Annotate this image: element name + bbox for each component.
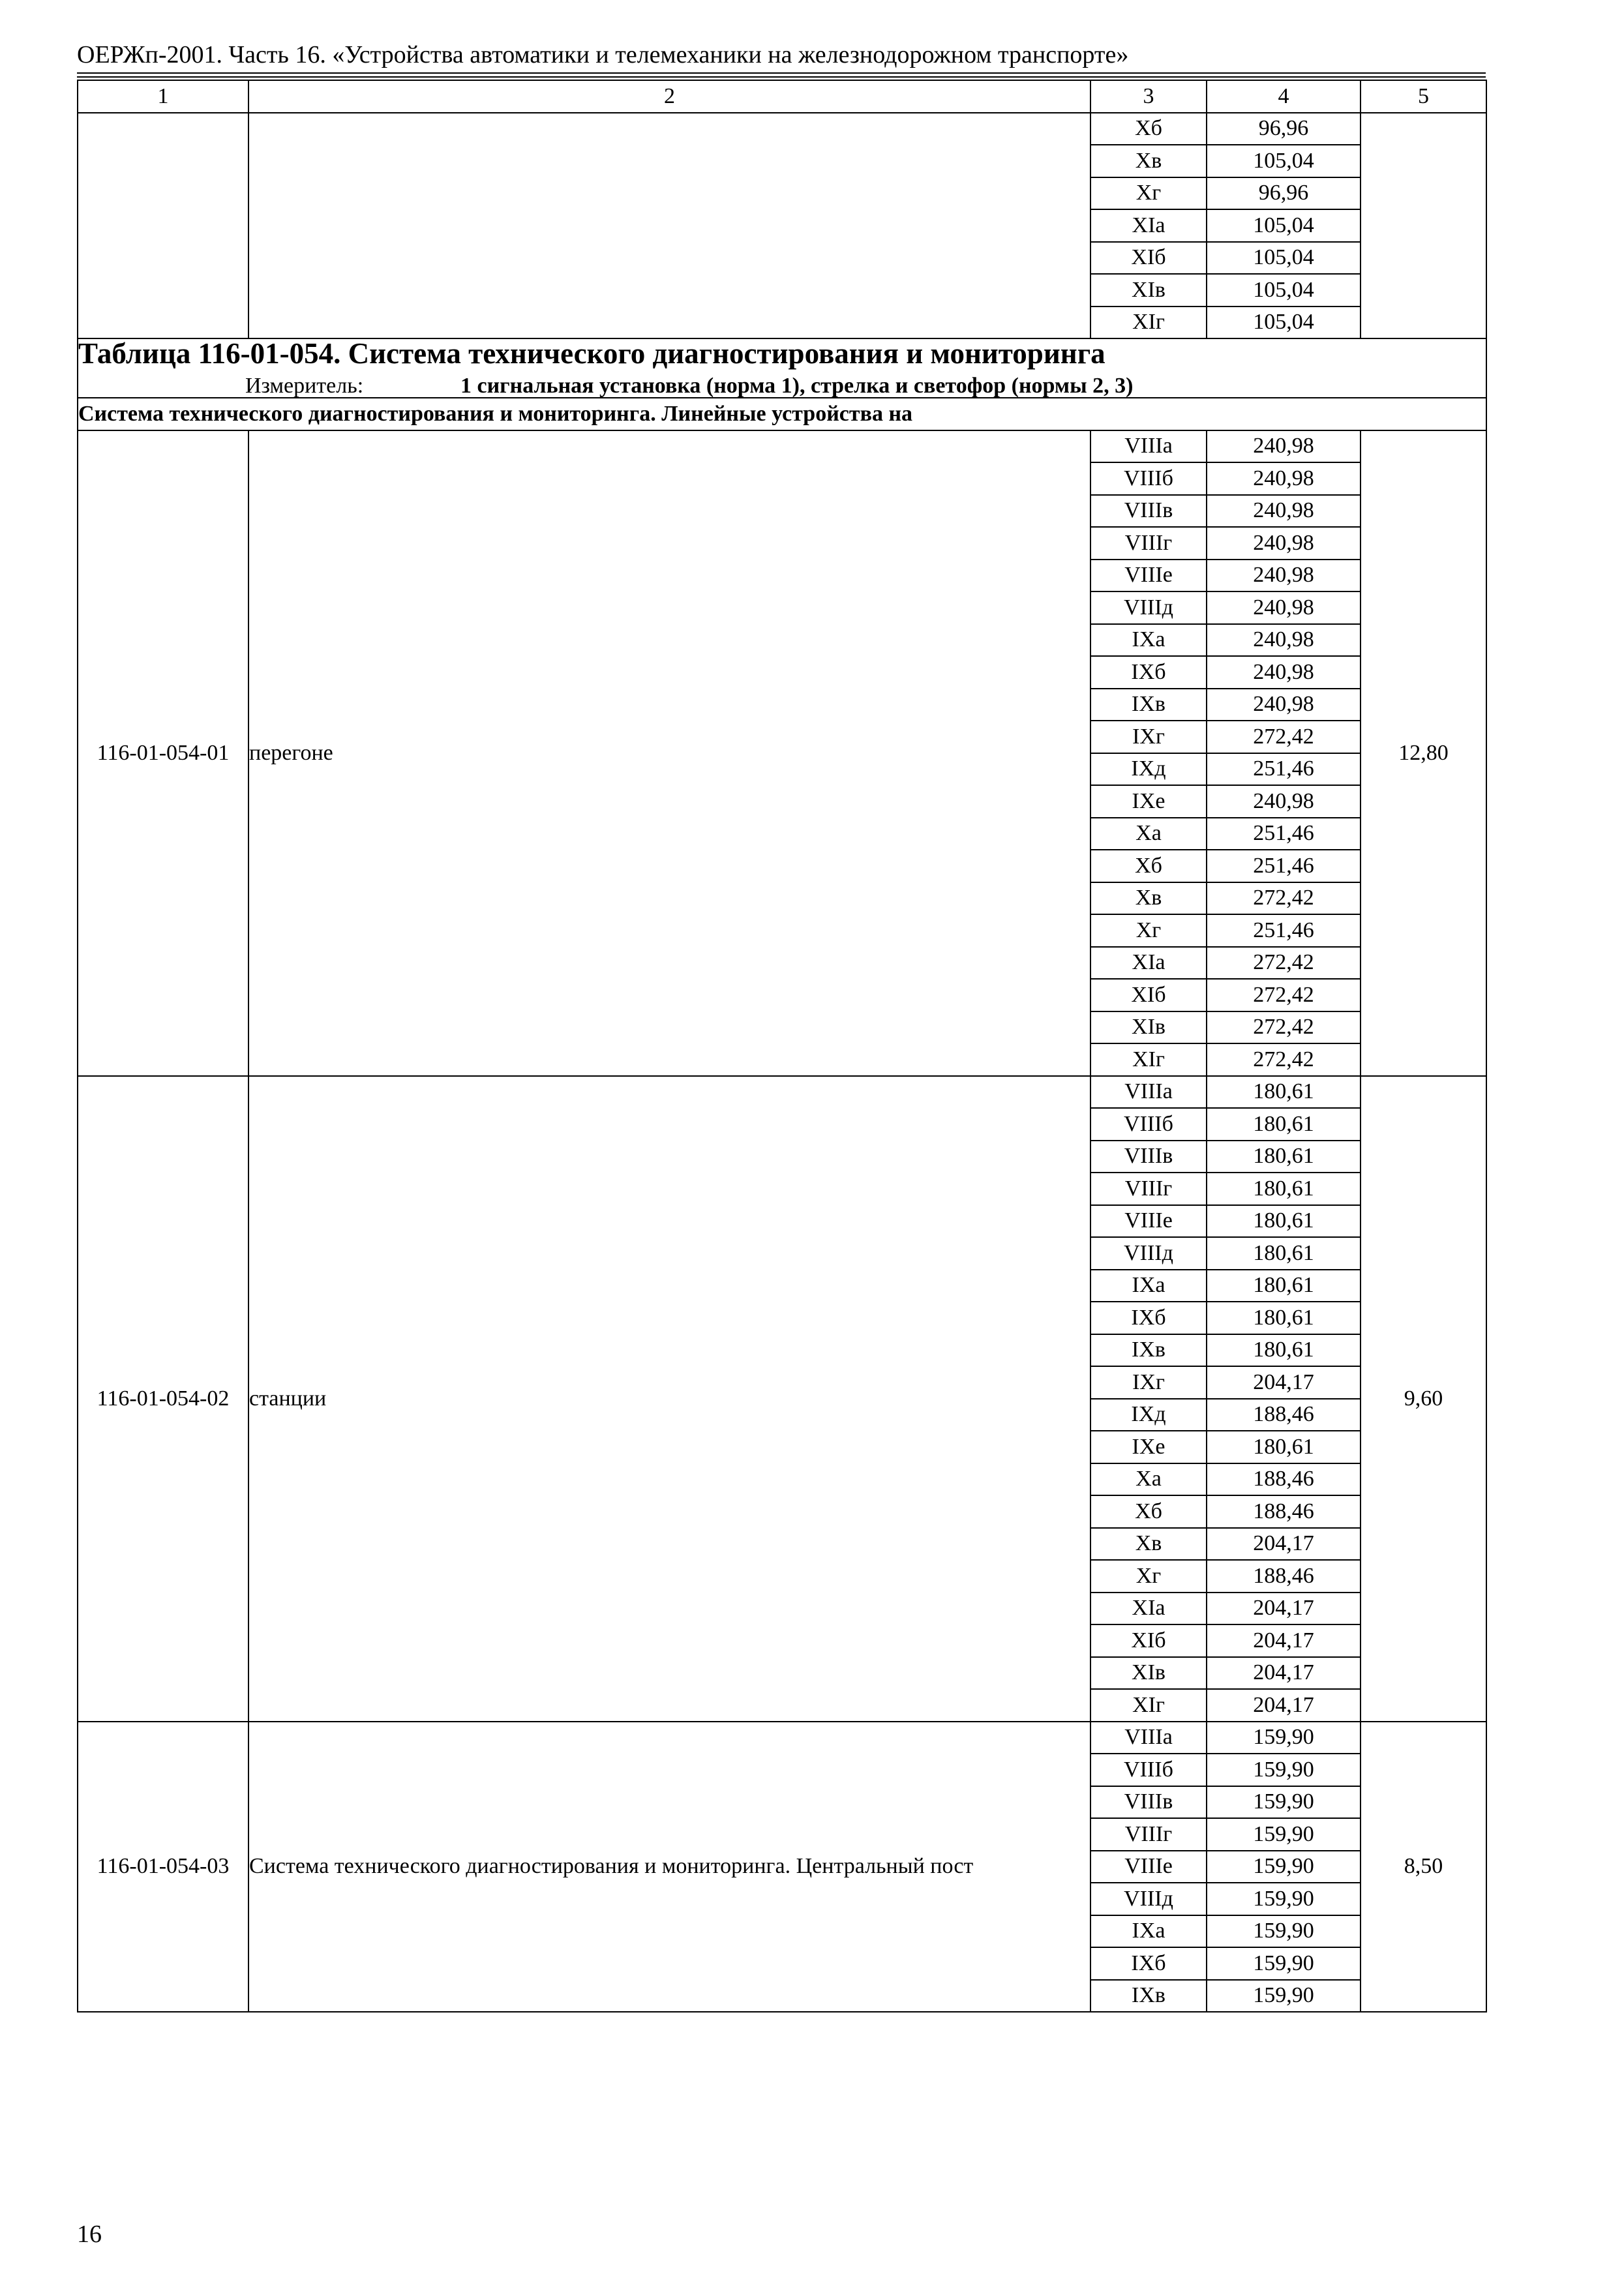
measure-value: 1 сигнальная установка (норма 1), стрелка и светофор (нормы 2, 3): [460, 374, 1134, 398]
zone-cell: IXв: [1090, 689, 1207, 721]
column-header: 4: [1207, 80, 1361, 113]
zone-cell: IXд: [1090, 753, 1207, 786]
value-cell: 204,17: [1207, 1366, 1361, 1399]
value-cell: 272,42: [1207, 882, 1361, 915]
value-cell: 240,98: [1207, 624, 1361, 657]
value-cell: 180,61: [1207, 1431, 1361, 1463]
zone-cell: Xв: [1090, 145, 1207, 177]
zone-cell: VIIIв: [1090, 1141, 1207, 1173]
zone-cell: IXв: [1090, 1334, 1207, 1367]
item-name: перегоне: [248, 430, 1090, 1076]
col5-cell: [1361, 113, 1486, 339]
value-cell: 240,98: [1207, 527, 1361, 560]
value-cell: 159,90: [1207, 1851, 1361, 1883]
zone-cell: IXб: [1090, 1947, 1207, 1980]
zone-cell: VIIIа: [1090, 1722, 1207, 1754]
value-cell: 159,90: [1207, 1754, 1361, 1786]
zone-cell: VIIIд: [1090, 1237, 1207, 1270]
value-cell: 96,96: [1207, 113, 1361, 145]
measure-line: [78, 375, 1486, 397]
value-cell: 180,61: [1207, 1141, 1361, 1173]
column-header: 1: [78, 80, 248, 113]
value-cell: 159,90: [1207, 1786, 1361, 1819]
value-cell: 180,61: [1207, 1173, 1361, 1205]
value-cell: 272,42: [1207, 979, 1361, 1011]
item-name: Система технического диагностирования и мониторинга. Центральный пост: [248, 1722, 1090, 2012]
column-header-row: [78, 80, 1486, 113]
value-cell: 204,17: [1207, 1528, 1361, 1561]
zone-cell: XIв: [1090, 274, 1207, 307]
description-cell: [248, 113, 1090, 339]
value-cell: 159,90: [1207, 1980, 1361, 2012]
value-cell: 240,98: [1207, 462, 1361, 495]
value-cell: 240,98: [1207, 689, 1361, 721]
value-cell: 188,46: [1207, 1560, 1361, 1593]
value-cell: 272,42: [1207, 947, 1361, 980]
value-cell: 180,61: [1207, 1334, 1361, 1367]
value-cell: 180,61: [1207, 1076, 1361, 1109]
zone-cell: IXг: [1090, 1366, 1207, 1399]
value-cell: 188,46: [1207, 1399, 1361, 1431]
value-cell: 159,90: [1207, 1915, 1361, 1948]
zone-cell: VIIIв: [1090, 1786, 1207, 1819]
value-cell: 204,17: [1207, 1593, 1361, 1625]
value-cell: 159,90: [1207, 1818, 1361, 1851]
value-cell: 240,98: [1207, 430, 1361, 463]
header-rule: [77, 72, 1486, 74]
zone-cell: Xв: [1090, 882, 1207, 915]
value-cell: 188,46: [1207, 1495, 1361, 1528]
zone-cell: XIб: [1090, 1624, 1207, 1657]
zone-cell: VIIIд: [1090, 1883, 1207, 1915]
table-title: Таблица 116-01-054. Система технического диагностирования и мониторинга: [78, 337, 1105, 370]
value-cell: 105,04: [1207, 145, 1361, 177]
value-cell: 240,98: [1207, 785, 1361, 818]
zone-cell: IXб: [1090, 1302, 1207, 1334]
zone-cell: IXв: [1090, 1980, 1207, 2012]
item-name: станции: [248, 1076, 1090, 1722]
col5-cell: 12,80: [1361, 430, 1486, 1076]
zone-cell: Xг: [1090, 1560, 1207, 1593]
value-cell: 240,98: [1207, 495, 1361, 528]
zone-cell: IXг: [1090, 721, 1207, 753]
value-cell: 251,46: [1207, 753, 1361, 786]
zone-cell: IXе: [1090, 1431, 1207, 1463]
zone-cell: Xб: [1090, 850, 1207, 882]
zone-cell: IXа: [1090, 1915, 1207, 1948]
value-cell: 180,61: [1207, 1302, 1361, 1334]
zone-cell: XIа: [1090, 209, 1207, 242]
column-header: 2: [248, 80, 1090, 113]
zone-cell: Xа: [1090, 1463, 1207, 1496]
value-cell: 180,61: [1207, 1270, 1361, 1302]
item-code: 116-01-054-03: [78, 1722, 248, 2012]
zone-cell: VIIIб: [1090, 1754, 1207, 1786]
zone-cell: VIIIд: [1090, 591, 1207, 624]
table-title-row: [78, 338, 1486, 398]
zone-cell: XIб: [1090, 979, 1207, 1011]
zone-cell: VIIIе: [1090, 1205, 1207, 1238]
zone-cell: Xг: [1090, 177, 1207, 210]
zone-cell: Xв: [1090, 1528, 1207, 1561]
col5-cell: 8,50: [1361, 1722, 1486, 2012]
value-cell: 240,98: [1207, 560, 1361, 592]
value-cell: 105,04: [1207, 274, 1361, 307]
value-cell: 272,42: [1207, 721, 1361, 753]
column-header: 3: [1090, 80, 1207, 113]
zone-cell: Xб: [1090, 1495, 1207, 1528]
subsection-title: Система технического диагностирования и мониторинга. Линейные устройства на: [78, 398, 1486, 430]
value-cell: 96,96: [1207, 177, 1361, 210]
zone-cell: VIIIг: [1090, 1173, 1207, 1205]
value-cell: 240,98: [1207, 656, 1361, 689]
table-row: [78, 1076, 1486, 1109]
value-cell: 251,46: [1207, 914, 1361, 947]
value-cell: 180,61: [1207, 1205, 1361, 1238]
measure-label: Измеритель:: [245, 374, 364, 398]
zone-cell: VIIIа: [1090, 1076, 1207, 1109]
zone-cell: VIIIб: [1090, 1108, 1207, 1141]
value-cell: 159,90: [1207, 1947, 1361, 1980]
rates-table-body: [78, 80, 1486, 2012]
zone-cell: Xб: [1090, 113, 1207, 145]
zone-cell: XIг: [1090, 1043, 1207, 1076]
zone-cell: VIIIе: [1090, 560, 1207, 592]
value-cell: 180,61: [1207, 1237, 1361, 1270]
value-cell: 159,90: [1207, 1722, 1361, 1754]
running-header: ОЕРЖп-2001. Часть 16. «Устройства автоматики и телемеханики на железнодорожном транспорте»: [77, 41, 1129, 68]
value-cell: 105,04: [1207, 209, 1361, 242]
table-row: [78, 113, 1486, 145]
col5-cell: 9,60: [1361, 1076, 1486, 1722]
zone-cell: XIа: [1090, 1593, 1207, 1625]
zone-cell: XIв: [1090, 1657, 1207, 1690]
zone-cell: IXд: [1090, 1399, 1207, 1431]
zone-cell: Xа: [1090, 818, 1207, 850]
page-number: 16: [77, 2221, 102, 2248]
zone-cell: VIIIг: [1090, 1818, 1207, 1851]
header-rule: [77, 76, 1486, 78]
value-cell: 204,17: [1207, 1689, 1361, 1722]
item-code: 116-01-054-02: [78, 1076, 248, 1722]
zone-cell: XIб: [1090, 242, 1207, 275]
zone-cell: XIв: [1090, 1011, 1207, 1044]
value-cell: 180,61: [1207, 1108, 1361, 1141]
code-cell: [78, 113, 248, 339]
zone-cell: VIIIб: [1090, 462, 1207, 495]
zone-cell: IXб: [1090, 656, 1207, 689]
column-header: 5: [1361, 80, 1486, 113]
value-cell: 251,46: [1207, 850, 1361, 882]
zone-cell: Xг: [1090, 914, 1207, 947]
value-cell: 105,04: [1207, 242, 1361, 275]
value-cell: 105,04: [1207, 307, 1361, 339]
zone-cell: VIIIа: [1090, 430, 1207, 463]
zone-cell: XIа: [1090, 947, 1207, 980]
value-cell: 204,17: [1207, 1657, 1361, 1690]
value-cell: 159,90: [1207, 1883, 1361, 1915]
subsection-row: [78, 398, 1486, 430]
table-title-cell: [78, 338, 1486, 398]
zone-cell: IXа: [1090, 1270, 1207, 1302]
zone-cell: VIIIв: [1090, 495, 1207, 528]
table-row: [78, 1722, 1486, 1754]
zone-cell: VIIIе: [1090, 1851, 1207, 1883]
zone-cell: IXе: [1090, 785, 1207, 818]
zone-cell: XIг: [1090, 1689, 1207, 1722]
table-row: [78, 430, 1486, 463]
zone-cell: VIIIг: [1090, 527, 1207, 560]
value-cell: 272,42: [1207, 1011, 1361, 1044]
item-code: 116-01-054-01: [78, 430, 248, 1076]
rates-table: [77, 80, 1487, 2012]
value-cell: 240,98: [1207, 591, 1361, 624]
value-cell: 204,17: [1207, 1624, 1361, 1657]
zone-cell: IXа: [1090, 624, 1207, 657]
value-cell: 251,46: [1207, 818, 1361, 850]
value-cell: 188,46: [1207, 1463, 1361, 1496]
zone-cell: XIг: [1090, 307, 1207, 339]
value-cell: 272,42: [1207, 1043, 1361, 1076]
